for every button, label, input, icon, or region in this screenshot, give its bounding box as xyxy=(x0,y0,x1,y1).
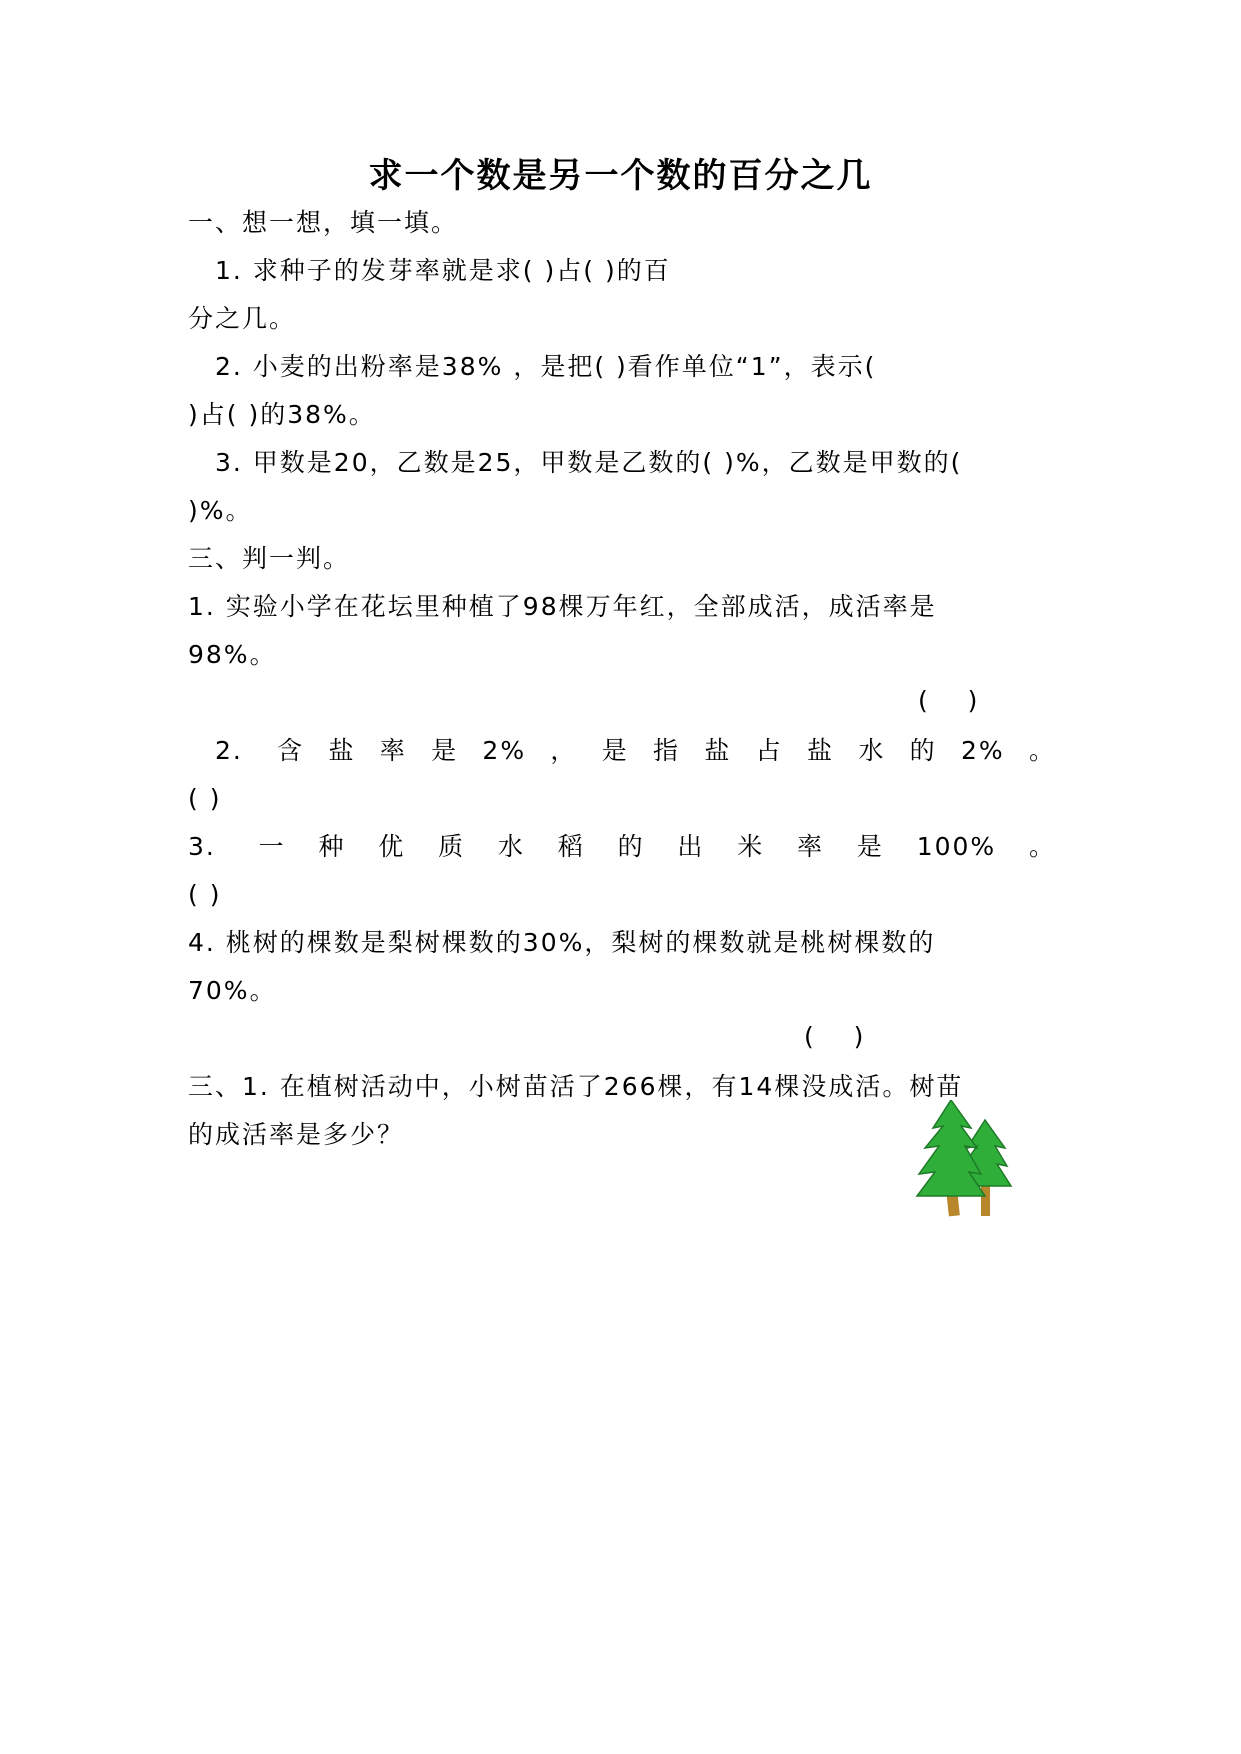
q1-line1: 1. 求种子的发芽率就是求( )占( )的百 xyxy=(215,256,671,285)
problem1-line1: 三、1. 在植树活动中，小树苗活了266棵，有14棵没成活。树苗 xyxy=(188,1072,964,1101)
section2-heading: 三、判一判。 xyxy=(188,544,351,573)
judge4-answer-paren: ( ) xyxy=(804,1022,872,1051)
section1-heading: 一、想一想，填一填。 xyxy=(188,208,459,237)
judge2-line1: 2. 含盐率是2%，是指盐占盐水的2%。 xyxy=(215,736,1056,765)
judge1-line2: 98%。 xyxy=(188,640,277,669)
page-title: 求一个数是另一个数的百分之几 xyxy=(368,156,873,196)
pine-trees-illustration xyxy=(915,1100,1025,1218)
q1-line2: 分之几。 xyxy=(188,304,297,333)
judge3-line1: 3. 一种优质水稻的出米率是100%。 xyxy=(188,832,1056,861)
q3-line1: 3. 甲数是20，乙数是25，甲数是乙数的( )%，乙数是甲数的( xyxy=(215,448,963,477)
q2-line1: 2. 小麦的出粉率是38% ，是把( )看作单位“1”，表示( xyxy=(215,352,877,381)
judge4-line1: 4. 桃树的棵数是梨树棵数的30%，梨树的棵数就是桃树棵数的 xyxy=(188,928,936,957)
judge2-answer-paren: ( ) xyxy=(188,784,222,813)
judge3-answer-paren: ( ) xyxy=(188,880,222,909)
judge4-line2: 70%。 xyxy=(188,976,277,1005)
judge1-line1: 1. 实验小学在花坛里种植了98棵万年红，全部成活，成活率是 xyxy=(188,592,937,621)
problem1-line2: 的成活率是多少？ xyxy=(188,1120,405,1149)
judge1-answer-paren: ( ) xyxy=(918,686,986,715)
q3-line2: )%。 xyxy=(188,496,253,525)
q2-line2: )占( )的38%。 xyxy=(188,400,376,429)
